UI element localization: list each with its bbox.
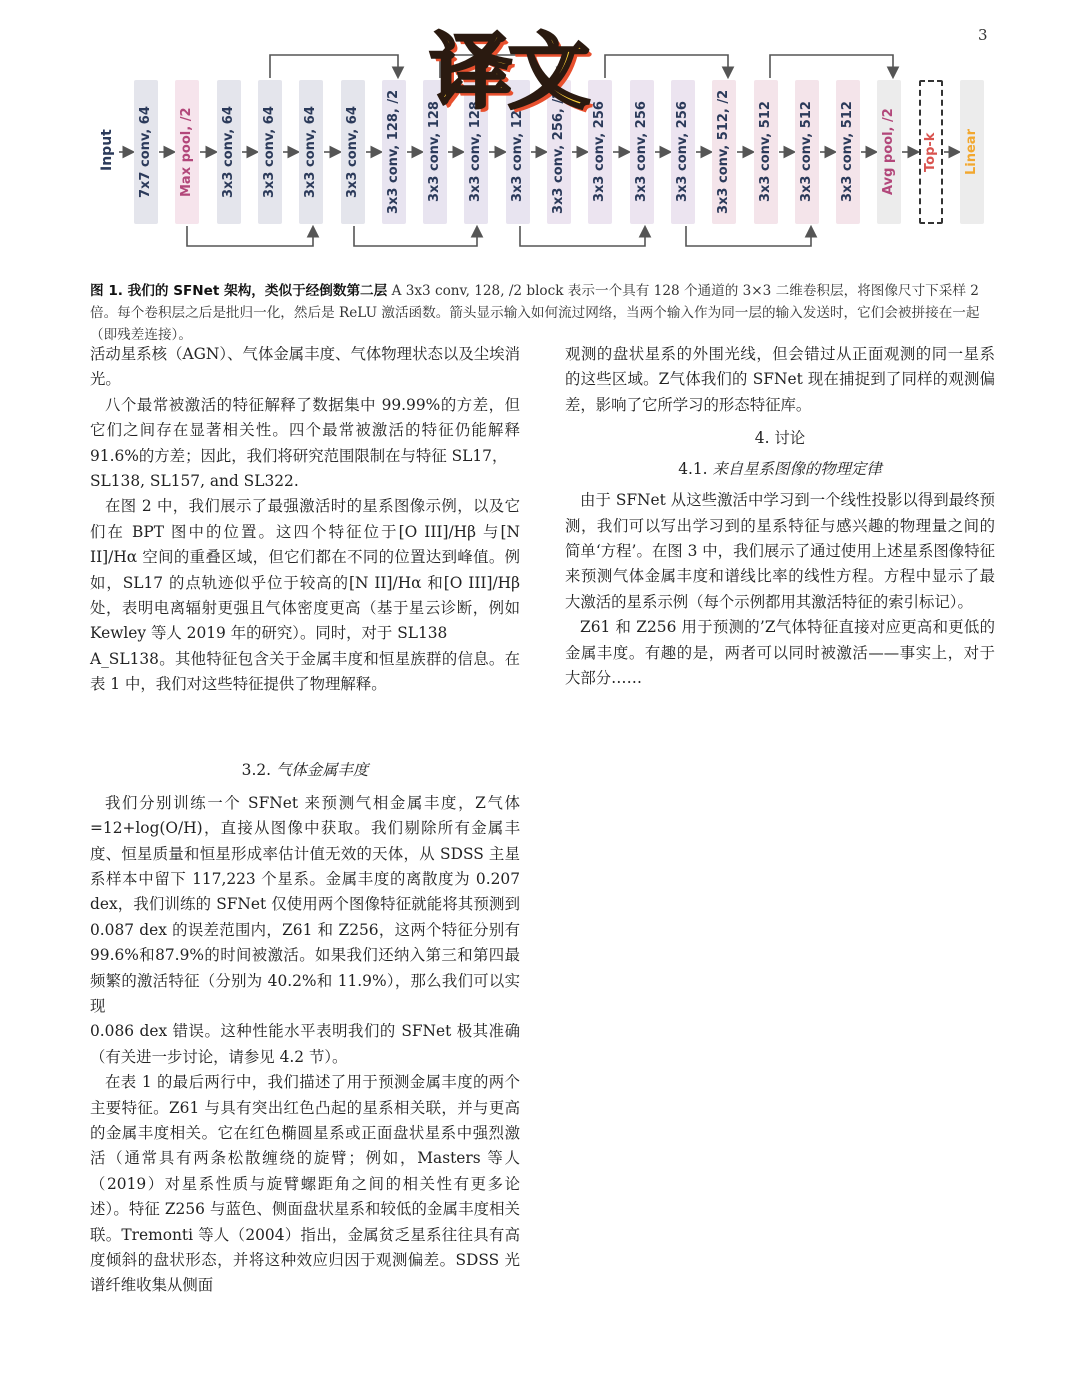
network-block-label: 3x3 conv, 512 xyxy=(840,101,855,203)
section-heading-4 xyxy=(565,426,995,451)
watermark-stamp: 译文 xyxy=(430,25,587,120)
section-title: 气体金属丰度 xyxy=(275,760,369,779)
caption-body: A 3x3 conv, 128, /2 block 表示一个具有 128 个通道的 3×3 二维卷积层，将图像尺寸下采样 2 倍。每个卷积层之后是批归一化，然后是 ReLU 激活函数。箭头显示输入如何流过网络，当两个输入作为同一层的输入发送时，它们会被拼接在一起（即残差连接）。 xyxy=(90,283,980,343)
paragraph: SL138, SL157, and SL322. xyxy=(90,472,299,491)
network-block-label: 3x3 conv, 64 xyxy=(221,106,236,198)
network-block-label: 3x3 conv, 64 xyxy=(262,106,277,198)
paragraph: 观测的盘状星系的外围光线，但会错过从正面观测的同一星系的这些区域。Z气体我们的 SFNet 现在捕捉到了同样的观测偏差，影响了它所学习的形态特征库。 xyxy=(565,345,995,414)
network-block-label: 3x3 conv, 256 xyxy=(592,101,607,203)
network-block-label: 3x3 conv, 128 xyxy=(427,101,442,203)
section-title: 来自星系图像的物理定律 xyxy=(712,460,882,479)
section-title: 讨论 xyxy=(774,429,806,448)
paragraph: 在图 2 中，我们展示了最强激活时的星系图像示例，以及它们在 BPT 图中的位置。这四个特征位于[O III]/Hβ 与[N II]/Hα 空间的重叠区域，但它们都在不同的位置达到峰值。例如，SL17 的点轨迹似乎位于较高的[N II]/Hα 和[O III]/Hβ 处，表明电离辐射更强且气体密度更高（基于星云诊断，例如 Kewley 等人 2019 年的研究）。同时，对于 SL138 xyxy=(90,497,520,643)
network-block-label: 3x3 conv, 256 xyxy=(675,101,690,203)
figure-caption xyxy=(90,280,994,346)
network-block-label: 3x3 conv, 512 xyxy=(758,101,773,203)
section-number: 4. xyxy=(754,429,770,448)
network-block-label: 3x3 conv, 512, /2 xyxy=(716,89,731,215)
right-column xyxy=(565,342,995,691)
section-heading-3-2 xyxy=(90,758,520,783)
paragraph: Z61 和 Z256 用于预测的’Z气体特征直接对应更高和更低的金属丰度。有趣的是，两者可以同时被激活——事实上，对于大部分…… xyxy=(565,618,995,688)
network-block-label: Top-k xyxy=(923,132,938,172)
left-column xyxy=(90,342,520,1299)
paragraph: 活动星系核（AGN）、气体金属丰度、气体物理状态以及尘埃消光。 xyxy=(90,345,520,389)
network-block-label: 7x7 conv, 64 xyxy=(138,106,153,198)
network-block-label: 3x3 conv, 256 xyxy=(634,101,649,203)
caption-lead: 图 1. 我们的 SFNet 架构，类似于经倒数第二层 xyxy=(90,283,388,299)
paragraph: 由于 SFNet 从这些激活中学习到一个线性投影以得到最终预测，我们可以写出学习到的星系特征与感兴趣的物理量之间的简单‘方程’。在图 3 中，我们展示了通过使用上述星系图像特征来预测气体金属丰度和谱线比率的线性方程。方程中显示了最大激活的星系示例（每个示例都用其激活特征的索引标记）。 xyxy=(565,491,995,611)
network-block-label: 3x3 conv, 128, /2 xyxy=(386,89,401,215)
section-heading-4-1 xyxy=(565,457,995,482)
network-block-label: Linear xyxy=(964,129,979,175)
paragraph: 我们分别训练一个 SFNet 来预测气相金属丰度，Z气体=12+log(O/H)，直接从图像中获取。我们剔除所有金属丰度、恒星质量和恒星形成率估计值无效的天体，从 SDSS 主星系样本中留下 117,223 个星系。金属丰度的离散度为 0.207 dex，我们训练的 SFNet 仅使用两个图像特征就能将其预测到 0.087 dex 的误差范围内，Z61 和 Z256，这两个特征分别有99.6%和87.9%的时间被激活。如果我们还纳入第三和第四最频繁的激活特征（分别为 40.2%和 11.9%），那么我们可以实现 xyxy=(90,793,520,1015)
section-number: 3.2. xyxy=(241,760,272,779)
network-block-label: 3x3 conv, 256, /2 xyxy=(551,89,566,215)
paragraph: 在表 1 的最后两行中，我们描述了用于预测金属丰度的两个主要特征。Z61 与具有突出红色凸起的星系相关联，并与更高的金属丰度相关。它在红色椭圆星系或正面盘状星系中强烈激活（通常具有两条松散缠绕的旋臂；例如，Masters 等人（2019）对星系性质与旋臂螺距角之间的相关性有更多论述）。特征 Z256 与蓝色、侧面盘状星系和较低的金属丰度相关联。Tremonti 等人（2004）指出，金属贫乏星系往往具有高度倾斜的盘状形态，并将这种效应归因于观测偏差。SDSS 光谱纤维收集从侧面 xyxy=(90,1073,520,1295)
page-number: 3 xyxy=(978,26,988,44)
network-block-label: Max pool, /2 xyxy=(179,107,194,197)
input-label: Input xyxy=(99,129,115,171)
network-block-label: 3x3 conv, 128 xyxy=(468,101,483,203)
network-block-label: 3x3 conv, 64 xyxy=(303,106,318,198)
architecture-figure xyxy=(0,0,1080,270)
paragraph: A_SL138。其他特征包含关于金属丰度和恒星族群的信息。在表 1 中，我们对这些特征提供了物理解释。 xyxy=(90,649,520,694)
network-block-label: 3x3 conv, 64 xyxy=(345,106,360,198)
paragraph: 八个最常被激活的特征解释了数据集中 99.99%的方差，但它们之间存在显著相关性。四个最常被激活的特征仍能解释 91.6%的方差；因此，我们将研究范围限制在与特征 SL17， xyxy=(90,395,520,465)
network-block-label: 3x3 conv, 128 xyxy=(510,101,525,203)
network-block-label: 3x3 conv, 512 xyxy=(799,101,814,203)
network-block-label: Avg pool, /2 xyxy=(881,108,896,196)
section-number: 4.1. xyxy=(678,460,708,479)
paragraph: 0.086 dex 错误。这种性能水平表明我们的 SFNet 极其准确（有关进一步讨论，请参见 4.2 节）。 xyxy=(90,1022,520,1066)
